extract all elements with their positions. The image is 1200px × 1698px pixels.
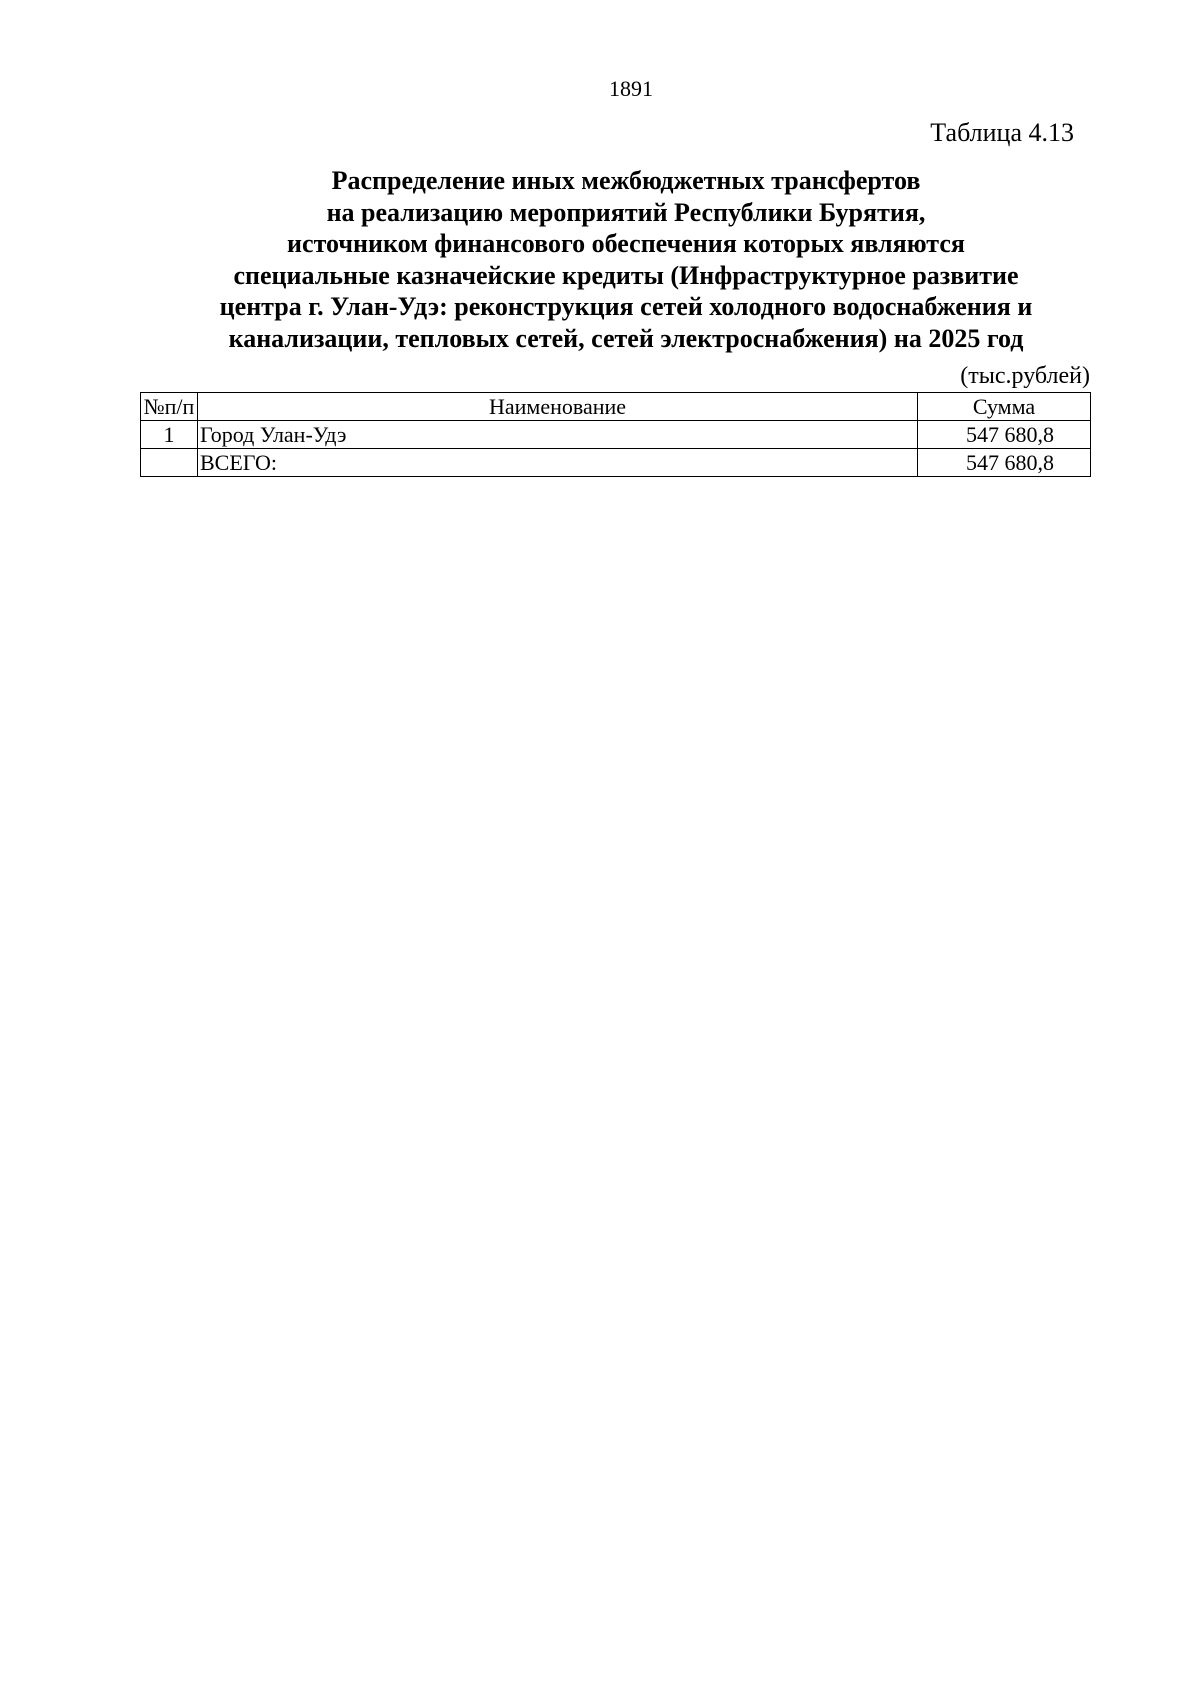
document-title <box>160 165 1092 354</box>
header-num: №п/п <box>141 393 198 421</box>
total-label: ВСЕГО: <box>198 449 918 477</box>
units-note: (тыс.рублей) <box>960 363 1090 389</box>
total-sum: 547 680,8 <box>918 449 1091 477</box>
title-line: центра г. Улан-Удэ: реконструкция сетей холодного водоснабжения и <box>219 292 1033 321</box>
transfers-table <box>140 392 1091 477</box>
title-line: источником финансового обеспечения которых являются <box>287 229 965 258</box>
row-sum: 547 680,8 <box>918 421 1091 449</box>
header-name: Наименование <box>198 393 918 421</box>
row-name: Город Улан-Удэ <box>198 421 918 449</box>
table-row <box>141 421 1091 449</box>
title-line: Распределение иных межбюджетных трансфертов <box>331 166 921 195</box>
title-line: на реализацию мероприятий Республики Бурятия, <box>326 197 926 227</box>
title-line: канализации, тепловых сетей, сетей электроснабжения) на 2025 год <box>228 323 1024 353</box>
table-total-row <box>141 449 1091 477</box>
title-line: специальные казначейские кредиты (Инфраструктурное развитие <box>233 260 1019 290</box>
table-header-row <box>141 393 1091 421</box>
total-num <box>141 449 198 477</box>
header-sum: Сумма <box>918 393 1091 421</box>
row-num: 1 <box>141 421 198 449</box>
page-number: 1891 <box>609 76 653 101</box>
table-label: Таблица 4.13 <box>930 118 1074 147</box>
